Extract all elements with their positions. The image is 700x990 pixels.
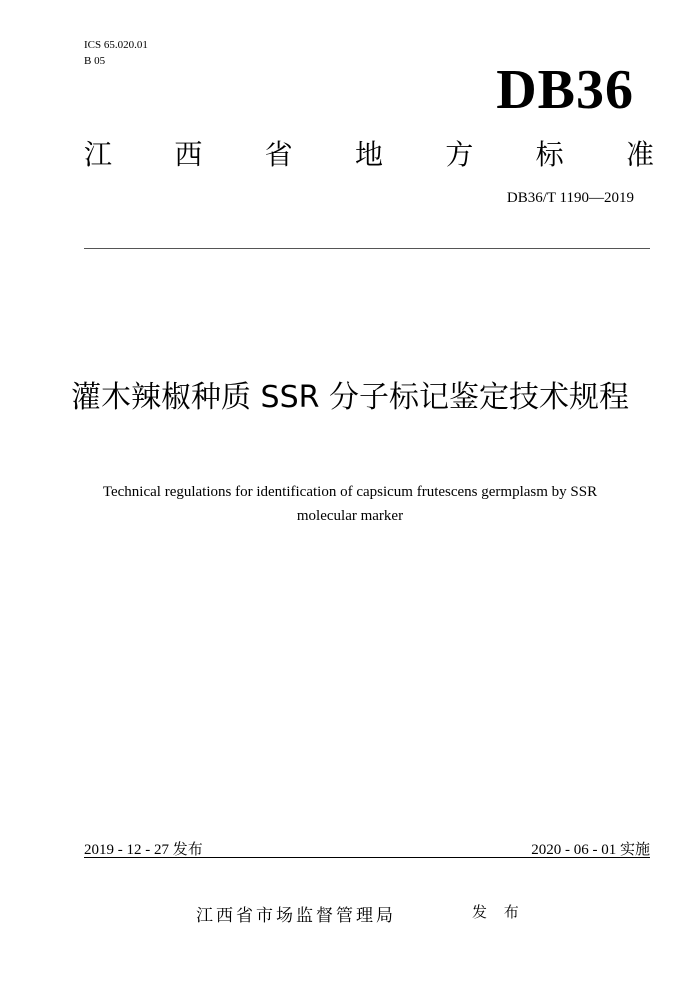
- publish-label: 发 布: [472, 903, 525, 921]
- classification-block: [84, 37, 148, 69]
- header-divider: [84, 248, 650, 249]
- issue-date: 2019 - 12 - 27 发布: [84, 842, 203, 858]
- standard-type-heading: [84, 138, 654, 172]
- standard-type-char: 方: [445, 138, 474, 171]
- document-title-chinese: 灌木辣椒种质 SSR 分子标记鉴定技术规程: [70, 380, 629, 415]
- standard-type-char: 江: [84, 138, 113, 171]
- db-logo: DB36: [496, 59, 634, 121]
- standard-type-char: 标: [535, 138, 564, 171]
- standard-type-char: 地: [354, 138, 383, 171]
- standard-type-char: 准: [625, 138, 654, 171]
- standard-number: DB36/T 1190—2019: [506, 190, 634, 206]
- publisher-name: 江西省市场监督管理局: [196, 906, 396, 926]
- english-title-line: Technical regulations for identification of capsicum frutescens germplasm by SSR: [102, 484, 598, 500]
- document-title-english: [60, 480, 640, 528]
- english-title-line: molecular marker: [296, 508, 404, 524]
- standard-type-char: 西: [174, 138, 203, 171]
- implementation-date: 2020 - 06 - 01 实施: [531, 842, 650, 858]
- ics-code: ICS 65.020.01: [84, 39, 148, 51]
- category-code: B 05: [84, 55, 106, 67]
- standard-type-char: 省: [264, 138, 293, 171]
- footer-divider: [84, 857, 650, 858]
